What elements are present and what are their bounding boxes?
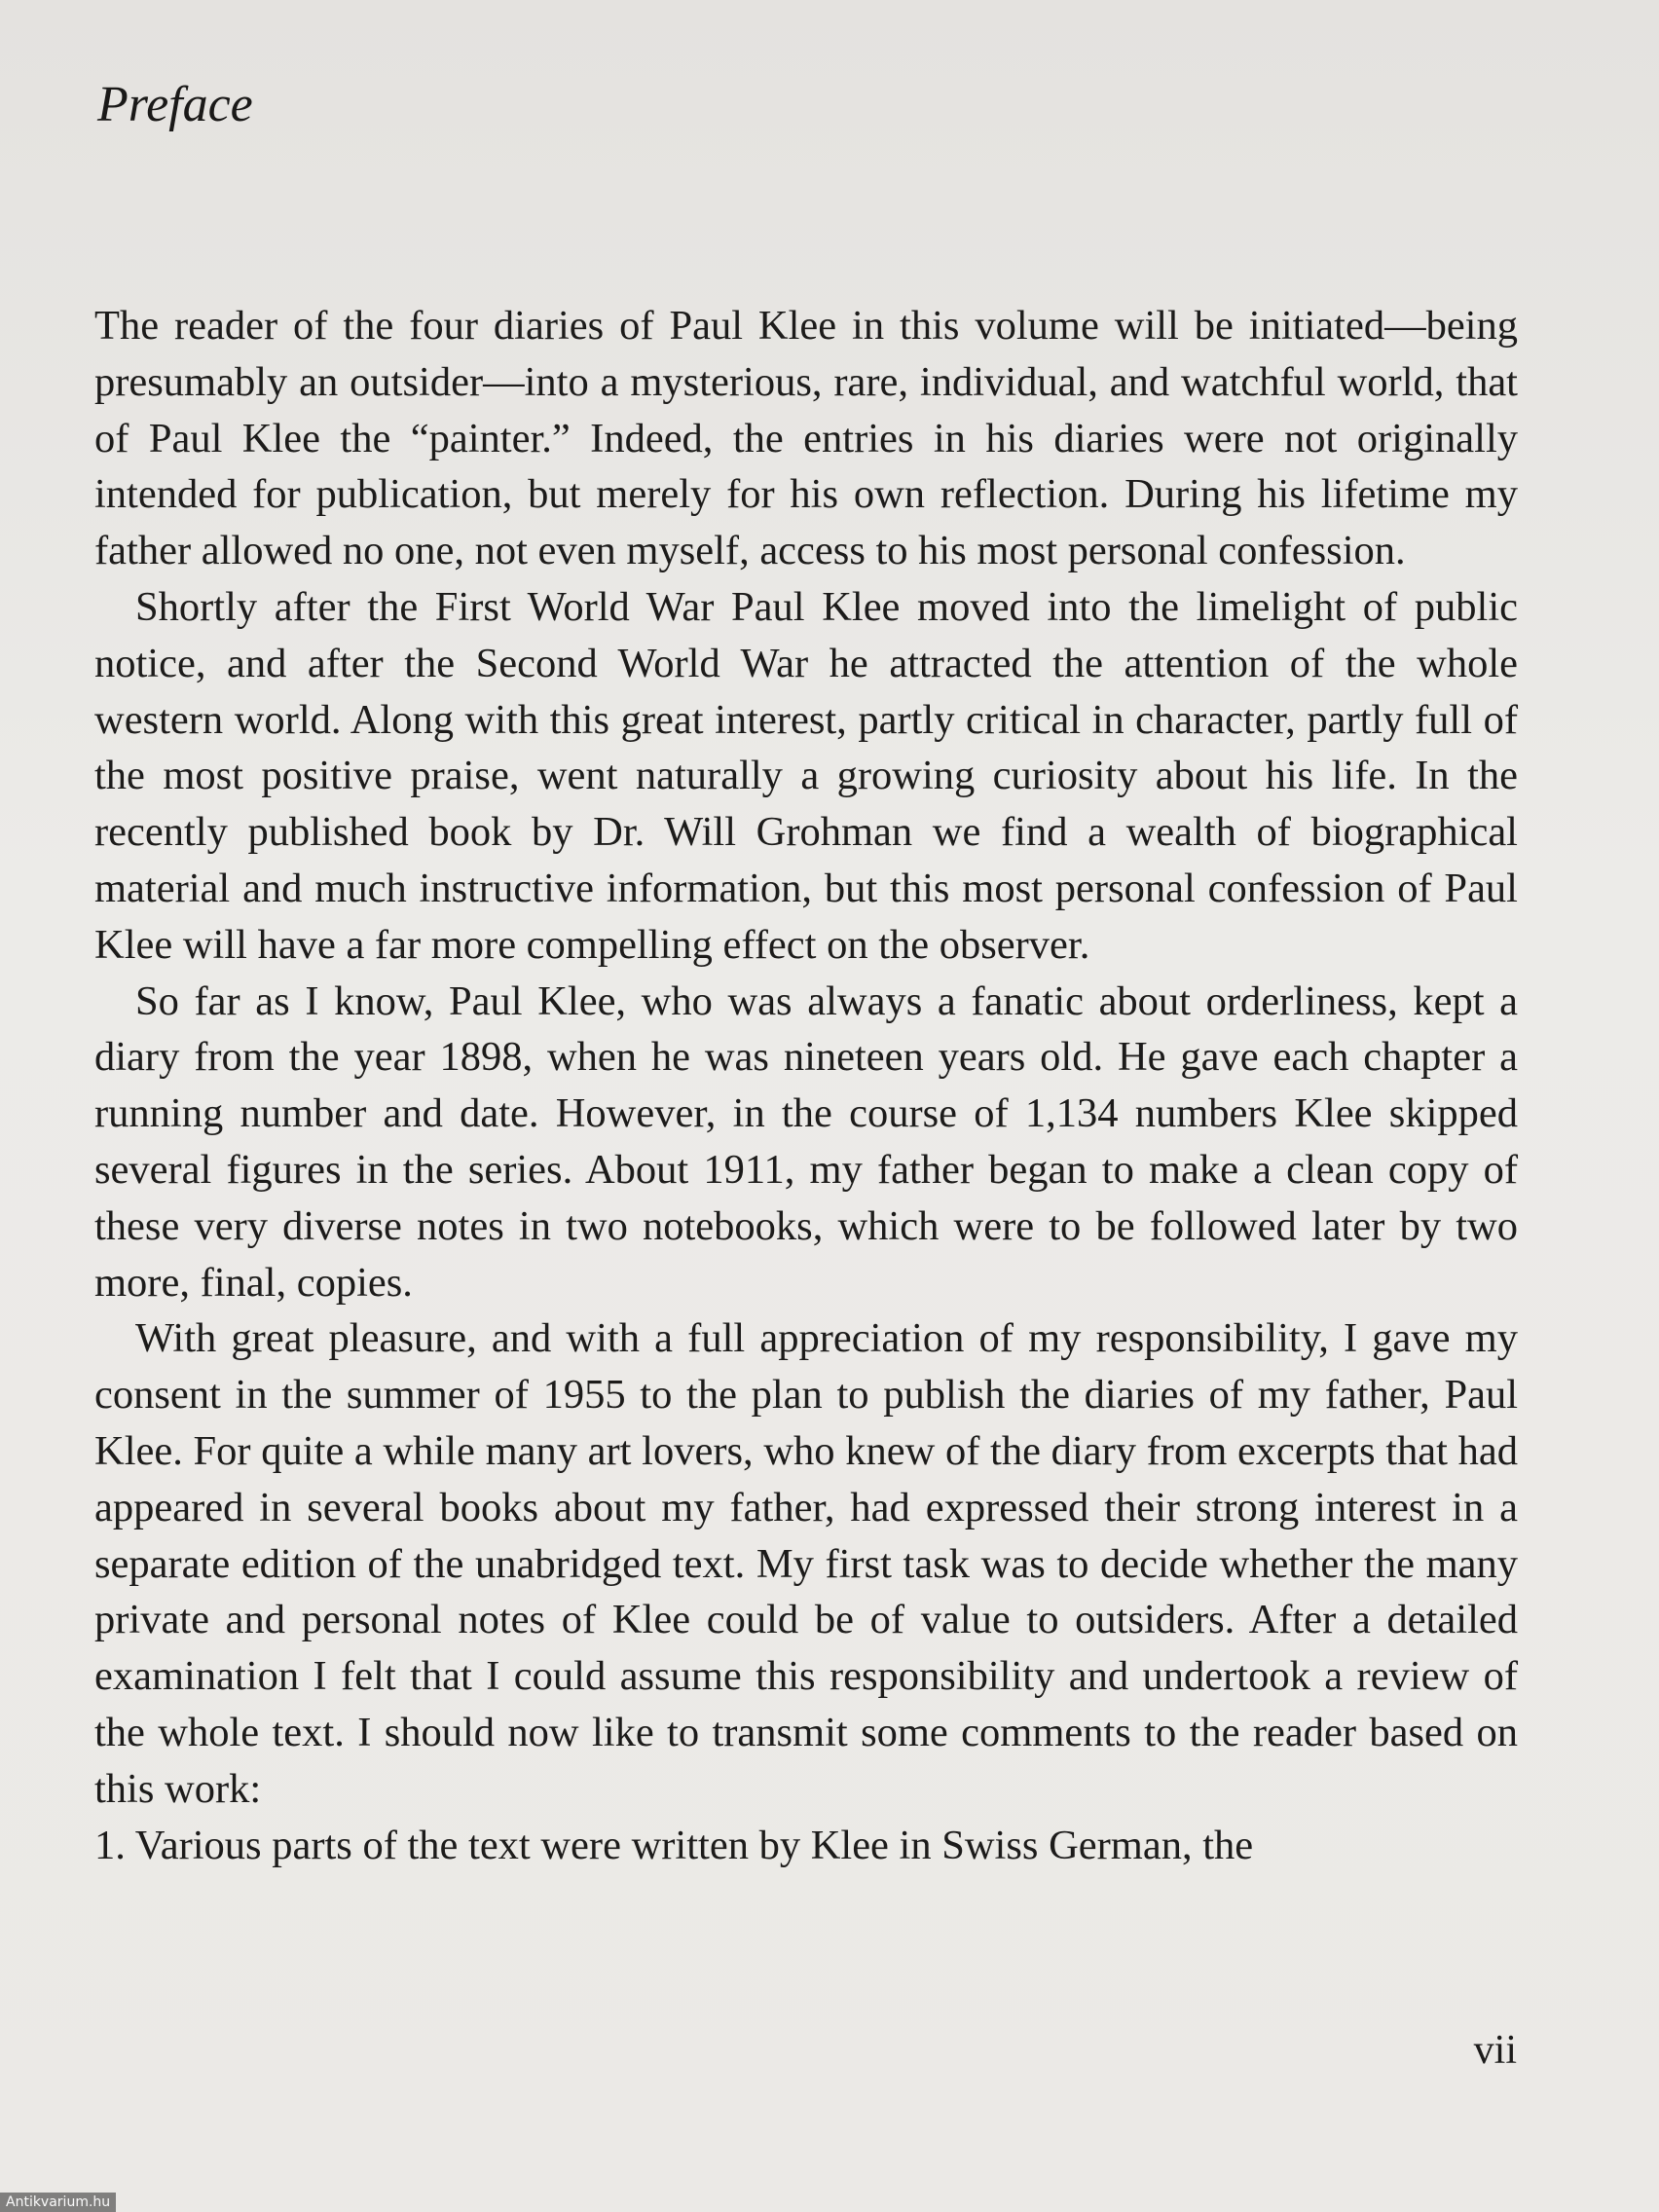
preface-body [94, 298, 1518, 1873]
paragraph-3: So far as I know, Paul Klee, who was always a fanatic about orderliness, kept a diary from the year 1898, when he was nineteen years old. He gave each chapter a running number and date. However, in the course of 1,134 numbers Klee skipped several figures in the series. About 1911, my father began to make a clean copy of these very diverse notes in two notebooks, which were to be followed later by two more, final, copies. [94, 977, 1518, 1306]
page-number: vii [1473, 2028, 1517, 2073]
numbered-item-1: 1. Various parts of the text were written by Klee in Swiss German, the [94, 1822, 1254, 1868]
paragraph-4: With great pleasure, and with a full appreciation of my responsibility, I gave my consent in the summer of 1955 to the plan to publish the diaries of my father, Paul Klee. For quite a while many art lovers, who knew of the diary from excerpts that had appeared in several books about my father, had expressed their strong interest in a separate edition of the unabridged text. My first task was to decide whether the many private and personal notes of Klee could be of value to outsiders. After a detailed examination I felt that I could assume this responsibility and undertook a review of the whole text. I should now like to transmit some comments to the reader based on this work: [94, 1315, 1518, 1812]
page-title: Preface [97, 77, 253, 132]
paragraph-1: The reader of the four diaries of Paul Klee in this volume will be initiated—being presumably an outsider—into a mysterious, rare, individual, and watchful world, that of Paul Klee the “painter.” Indeed, the entries in his diaries were not originally intended for publication, but merely for his own reflection. During his lifetime my father allowed no one, not even myself, access to his most personal confession. [94, 303, 1518, 574]
watermark-label: Antikvarium.hu [0, 2193, 116, 2212]
paragraph-2: Shortly after the First World War Paul Klee moved into the limelight of public notice, and after the Second World War he attracted the attention of the whole western world. Along with this great interest, partly critical in character, partly full of the most positive praise, went naturally a growing curiosity about his life. In the recently published book by Dr. Will Grohman we find a wealth of biographical material and much instructive information, but this most personal confession of Paul Klee will have a far more compelling effect on the observer. [94, 583, 1518, 968]
